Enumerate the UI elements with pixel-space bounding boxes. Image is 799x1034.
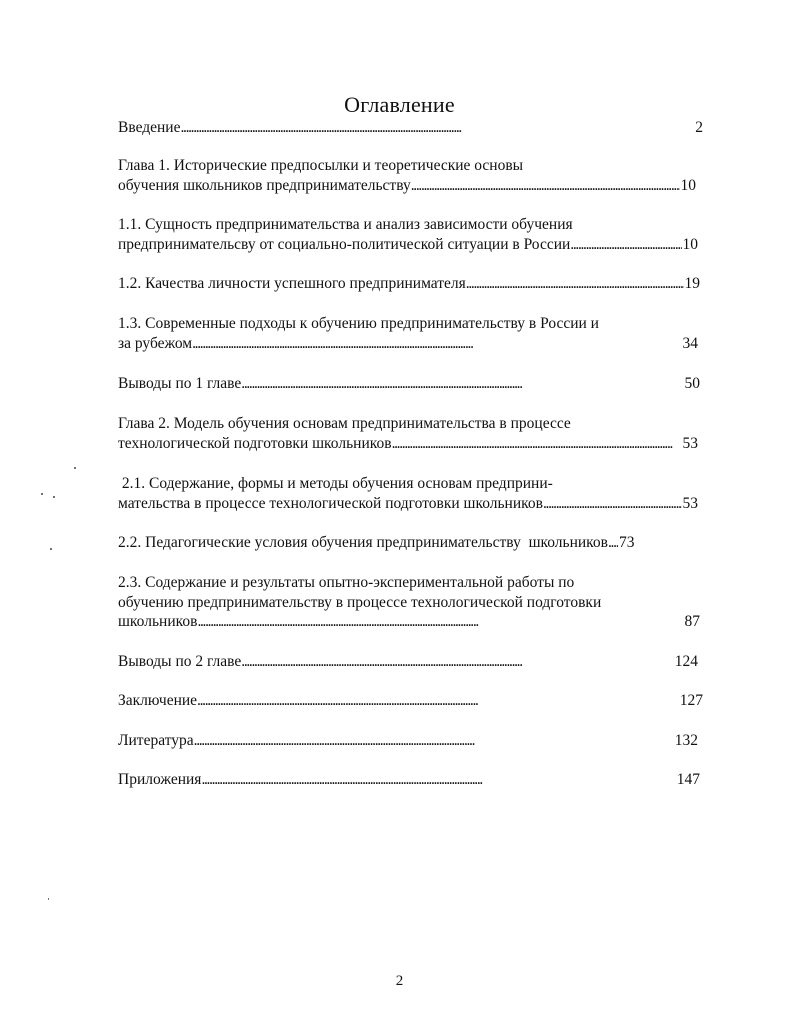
toc-entry-title: мательства в процессе технологической подготовки школьников [118, 494, 543, 512]
dot-leader [194, 731, 674, 751]
dot-leader [180, 118, 694, 138]
toc-entry-line: 1.1. Сущность предпринимательства и анализ зависимости обучения [118, 216, 573, 233]
toc-page-number: 19 [684, 275, 700, 292]
toc-entry-section-2-3 [118, 573, 703, 632]
toc-entry-appendices [118, 770, 703, 790]
dot-leader [570, 235, 681, 255]
toc-entry-title: Выводы по 2 главе [118, 653, 242, 670]
toc-page-number: 50 [684, 375, 700, 392]
toc-entry-title: Заключение [118, 692, 198, 709]
toc-entry-conclusions-2 [118, 652, 703, 672]
page-title: Оглавление [344, 92, 455, 117]
toc-entry-title: технологической подготовки школьников [118, 434, 392, 452]
toc-entry-introduction [118, 118, 703, 138]
toc-entry-section-2-1 [118, 474, 703, 513]
toc-page-number: 34 [682, 334, 698, 352]
toc-entry-literature [118, 731, 703, 751]
toc-entry-title: Введение [118, 119, 181, 136]
dot-leader [466, 274, 684, 294]
toc-entry-title: 2.2. Педагогические условия обучения предпринимательству школьников [118, 534, 608, 551]
toc-entry-title: 1.2. Качества личности успешного предпринимателя [118, 275, 466, 292]
toc-entry-section-2-2 [118, 533, 703, 553]
toc-page-number: 87 [684, 613, 700, 630]
dot-leader [241, 652, 673, 672]
toc-entry-line: Глава 1. Исторические предпосылки и теоретические основы [118, 157, 524, 174]
toc-page-number: 2 [695, 119, 703, 136]
scan-speck [74, 467, 76, 469]
dot-leader [241, 374, 683, 394]
toc-page-number: 147 [676, 771, 700, 788]
toc-entry-title: школьников [118, 613, 198, 630]
toc-page-number: 53 [682, 434, 698, 452]
toc-entry-conclusion [118, 691, 703, 711]
scan-speck [53, 496, 55, 498]
toc-entry-title: обучения школьников предпринимательству [118, 176, 411, 194]
page-number: 2 [395, 973, 404, 989]
dot-leader [411, 176, 680, 196]
toc-page-number: 132 [674, 732, 698, 749]
dot-leader [197, 691, 679, 711]
toc-page-number: 53 [682, 494, 698, 512]
dot-leader [392, 434, 682, 454]
toc-entry-chapter-1 [118, 156, 703, 195]
toc-entry-title: Выводы по 1 главе [118, 375, 242, 392]
dot-leader [608, 533, 618, 553]
toc-page-number: 127 [679, 692, 703, 709]
toc-page-number: 10 [682, 235, 698, 253]
toc-entry-title: предпринимательсву от социально-политической ситуации в России [118, 235, 571, 253]
toc-entry-section-1-1 [118, 215, 703, 254]
toc-page-number: 10 [680, 176, 696, 194]
toc-entry-conclusions-1 [118, 374, 703, 394]
dot-leader [201, 770, 675, 790]
scan-speck [48, 898, 49, 900]
toc-entry-title: Приложения [118, 771, 202, 788]
toc-page-number: 73 [619, 534, 635, 551]
dot-leader [192, 334, 681, 354]
toc-entry-title: Литература [118, 732, 194, 749]
toc-entry-section-1-3 [118, 314, 703, 353]
toc-entry-chapter-2 [118, 414, 703, 453]
scan-speck [41, 493, 43, 495]
toc-page-number: 124 [674, 653, 698, 670]
toc-entry-title: за рубежом [118, 334, 193, 352]
dot-leader [197, 612, 683, 632]
toc-entry-line: 2.1. Содержание, формы и методы обучения основам предприни- [118, 475, 553, 492]
toc-entry-line: 1.3. Современные подходы к обучению предпринимательству в России и [118, 315, 599, 332]
scan-speck [50, 548, 52, 550]
dot-leader [543, 494, 682, 514]
toc-entry-line: 2.3. Содержание и результаты опытно-экспериментальной работы по [118, 574, 575, 591]
toc-entry-line: обучению предпринимательству в процессе технологической подготовки [118, 593, 602, 611]
toc-entry-section-1-2 [118, 274, 703, 294]
toc-entry-line: Глава 2. Модель обучения основам предпринимательства в процессе [118, 415, 571, 432]
